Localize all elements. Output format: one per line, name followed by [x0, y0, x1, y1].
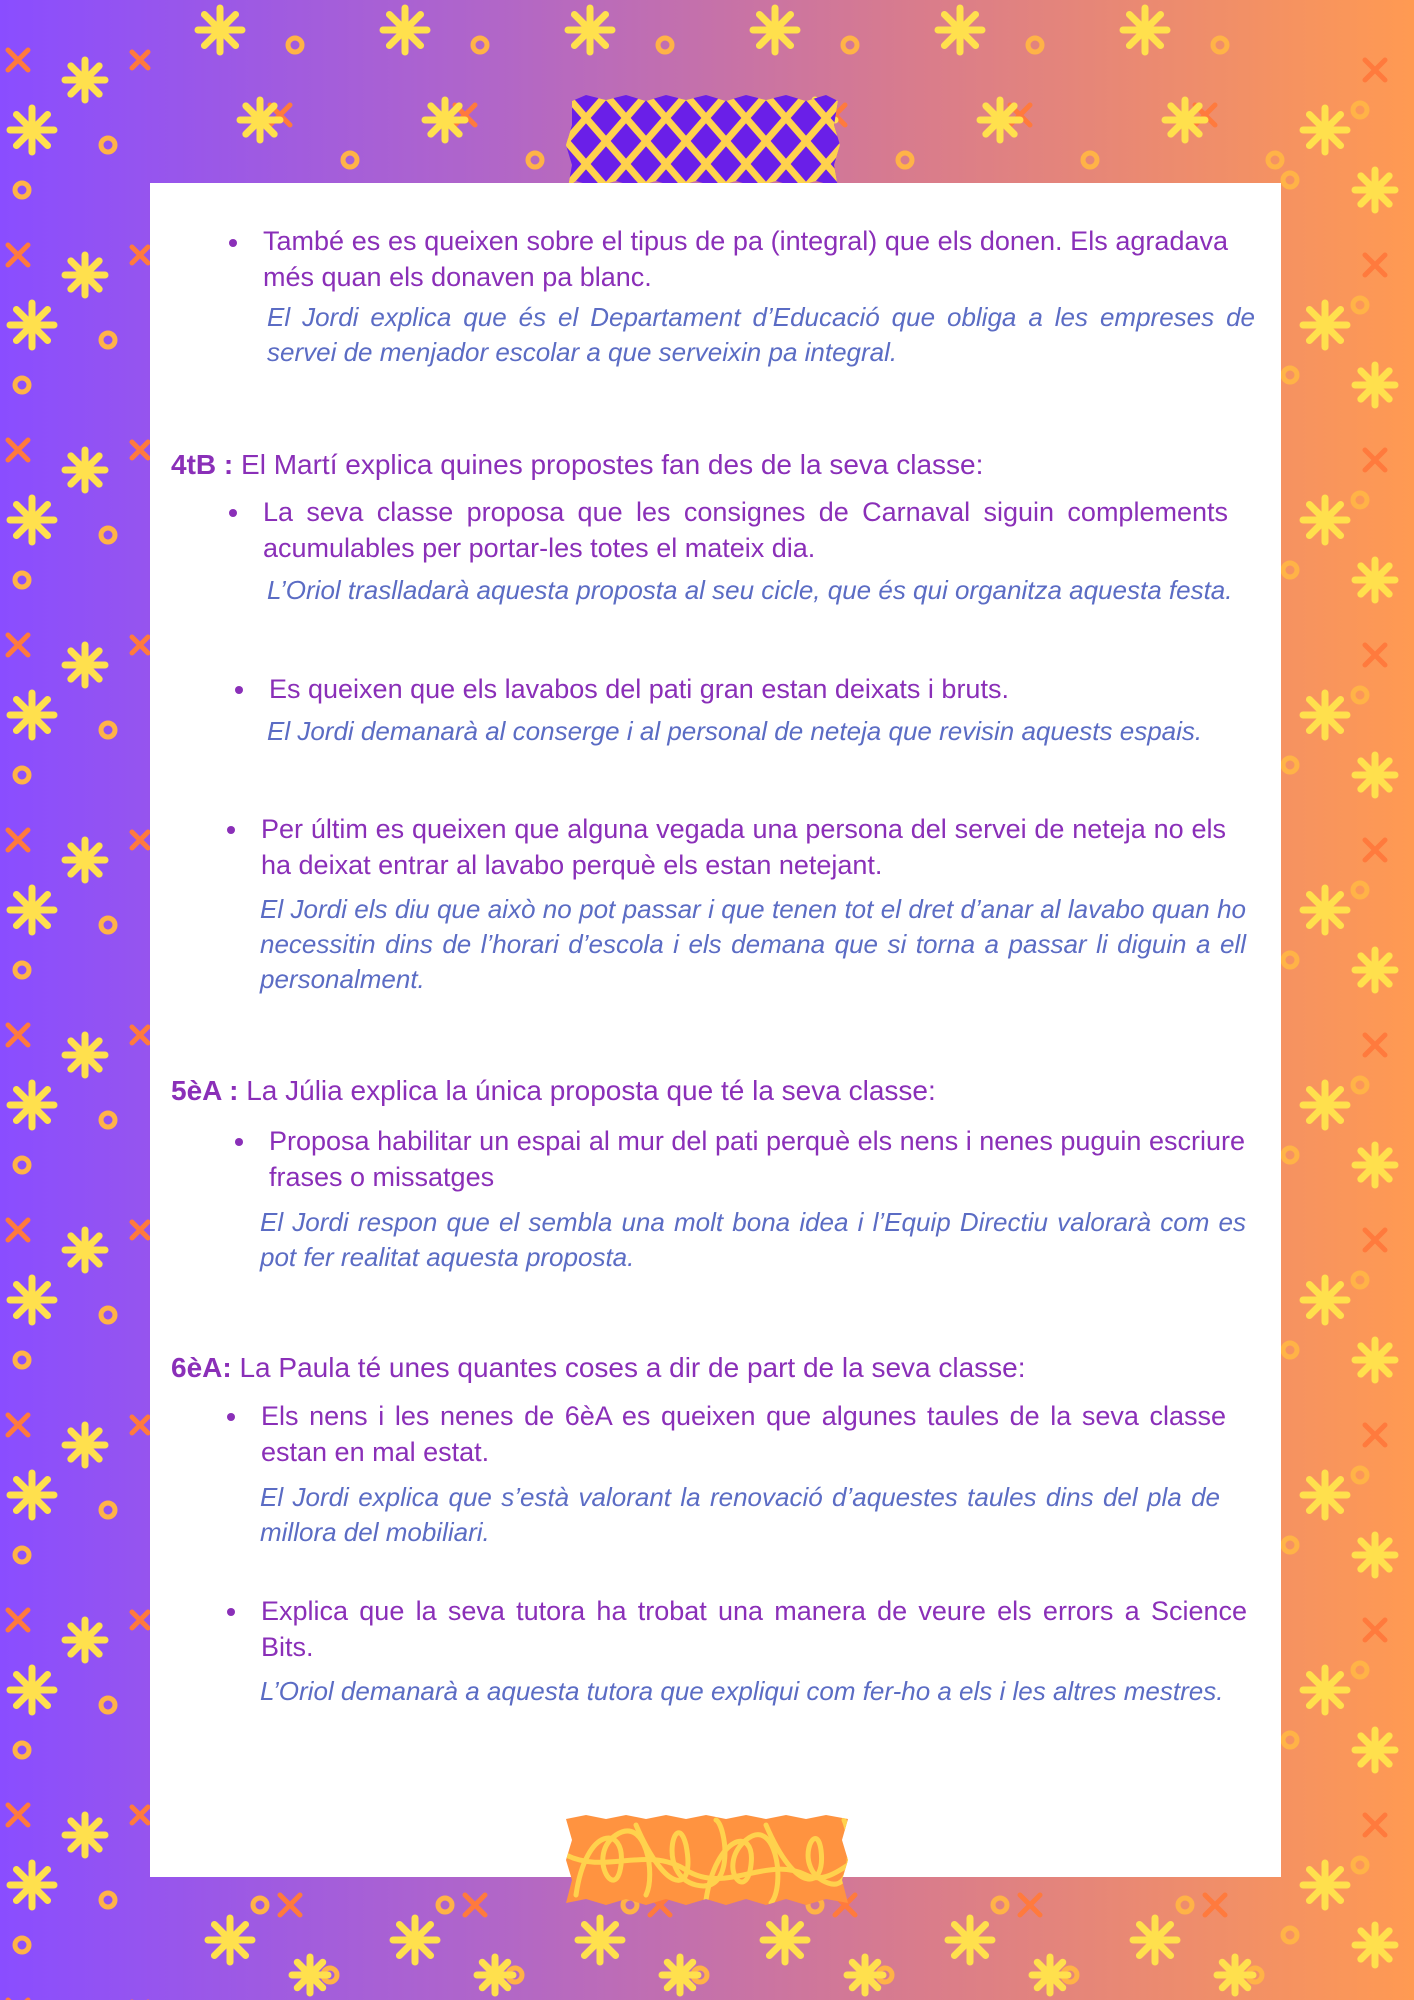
star-decoration — [1355, 755, 1395, 795]
star-decoration — [65, 1815, 105, 1855]
cross-decoration — [8, 1610, 28, 1630]
star-decoration — [1355, 1340, 1395, 1380]
star-decoration — [1123, 8, 1167, 52]
item-note: L’Oriol traslladarà aquesta proposta al seu cicle, que és qui organitza aquesta festa. — [267, 575, 1233, 605]
star-decoration — [763, 1918, 807, 1962]
class-label: 5èA : — [171, 1075, 239, 1106]
star-decoration — [1303, 108, 1347, 152]
dot-decoration — [1283, 368, 1297, 382]
item-text: Proposa habilitar un espai al mur del pati perquè els nens i nenes puguin escriure frases o missatges — [269, 1126, 1245, 1192]
star-decoration — [477, 1957, 513, 1993]
intro-item-note: El Jordi explica que és el Departament d’Educació que obliga a les empreses de servei de menjador escolar a que serveixin pa integral. — [267, 302, 1255, 367]
dot-decoration — [528, 153, 542, 167]
section-intro: La Paula té unes quantes coses a dir de part de la seva classe: — [239, 1352, 1026, 1383]
item-text: Per últim es queixen que alguna vegada una persona del servei de neteja no els ha deixat entrar al lavabo perquè els estan netejant. — [261, 814, 1226, 880]
star-decoration — [980, 100, 1020, 140]
dot-decoration — [288, 38, 302, 52]
dot-decoration — [1283, 1148, 1297, 1162]
star-decoration — [10, 1083, 54, 1127]
section-heading-5ea — [171, 1072, 936, 1110]
star-decoration — [1355, 365, 1395, 405]
section-heading-6ea — [171, 1349, 1026, 1387]
star-decoration — [65, 1230, 105, 1270]
star-decoration — [10, 693, 54, 737]
star-decoration — [10, 888, 54, 932]
item-note: El Jordi respon que el sembla una molt bona idea i l’Equip Directiu valorarà com es pot fer realitat aquesta proposta. — [260, 1207, 1246, 1272]
dot-decoration — [1283, 953, 1297, 967]
star-decoration — [10, 1668, 54, 1712]
dot-decoration — [1353, 1468, 1367, 1482]
dot-decoration — [1283, 563, 1297, 577]
dot-decoration — [1268, 153, 1282, 167]
star-decoration — [1303, 1863, 1347, 1907]
item-note: El Jordi els diu que això no pot passar i que tenen tot el dret d’anar al lavabo quan ho necessitin dins de l’horari d’escola i els demana que si torna a passar li diguin a ell personalment. — [260, 894, 1246, 994]
star-decoration — [1303, 693, 1347, 737]
star-decoration — [65, 1620, 105, 1660]
star-decoration — [1355, 1145, 1395, 1185]
section-intro: La Júlia explica la única proposta que té la seva classe: — [246, 1075, 936, 1106]
dot-decoration — [343, 153, 357, 167]
dot-decoration — [1083, 153, 1097, 167]
star-decoration — [65, 60, 105, 100]
cross-decoration — [8, 1415, 28, 1435]
cross-decoration — [132, 1417, 148, 1433]
bottom-washi-tape — [566, 1815, 848, 1905]
dot-decoration — [1283, 758, 1297, 772]
dot-decoration — [15, 573, 29, 587]
dot-decoration — [1178, 1898, 1192, 1912]
star-decoration — [1133, 1918, 1177, 1962]
cross-decoration — [1365, 1620, 1385, 1640]
star-decoration — [383, 8, 427, 52]
cross-decoration — [8, 1220, 28, 1240]
dot-decoration — [101, 1308, 115, 1322]
bullet-dot — [235, 686, 243, 694]
dot-decoration — [1353, 103, 1367, 117]
item-text: Explica que la seva tutora ha trobat una manera de veure els errors a Science Bits. — [261, 1596, 1247, 1662]
dot-decoration — [101, 1503, 115, 1517]
cross-decoration — [8, 440, 28, 460]
dot-decoration — [101, 1113, 115, 1127]
cross-decoration — [8, 1025, 28, 1045]
dot-decoration — [15, 1938, 29, 1952]
cross-decoration — [8, 245, 28, 265]
item-note: El Jordi demanarà al conserge i al personal de neteja que revisin aquests espais. — [267, 716, 1203, 746]
bullet-dot — [227, 826, 235, 834]
star-decoration — [65, 645, 105, 685]
star-decoration — [1217, 1957, 1253, 1993]
cross-decoration — [8, 635, 28, 655]
star-decoration — [10, 498, 54, 542]
star-decoration — [292, 1957, 328, 1993]
dot-decoration — [253, 1898, 267, 1912]
star-decoration — [938, 8, 982, 52]
bullet-dot — [235, 1138, 243, 1146]
minutes-content — [150, 183, 1281, 1877]
star-decoration — [1165, 100, 1205, 140]
star-decoration — [10, 108, 54, 152]
dot-decoration — [101, 528, 115, 542]
cross-decoration — [1365, 1230, 1385, 1250]
dot-decoration — [1353, 298, 1367, 312]
star-decoration — [10, 1278, 54, 1322]
star-decoration — [568, 8, 612, 52]
cross-decoration — [1365, 645, 1385, 665]
cross-decoration — [1365, 450, 1385, 470]
dot-decoration — [1353, 688, 1367, 702]
cross-decoration — [1020, 1895, 1040, 1915]
section-intro: El Martí explica quines propostes fan des de la seva classe: — [241, 449, 984, 480]
star-decoration — [240, 100, 280, 140]
star-decoration — [10, 1473, 54, 1517]
intro-item-text: També es es queixen sobre el tipus de pa (integral) que els donen. Els agradava més quan els donaven pa blanc. — [263, 226, 1228, 292]
dot-decoration — [1283, 1733, 1297, 1747]
dot-decoration — [101, 138, 115, 152]
dot-decoration — [101, 1893, 115, 1907]
star-decoration — [1032, 1957, 1068, 1993]
cross-decoration — [1365, 1425, 1385, 1445]
dot-decoration — [1283, 173, 1297, 187]
dot-decoration — [1028, 38, 1042, 52]
star-decoration — [10, 1863, 54, 1907]
cross-decoration — [132, 1222, 148, 1238]
cross-decoration — [132, 832, 148, 848]
item-note: L’Oriol demanarà a aquesta tutora que expliqui com fer-ho a els i les altres mestres. — [260, 1676, 1224, 1706]
bullet-dot — [229, 239, 237, 247]
star-decoration — [1303, 888, 1347, 932]
cross-decoration — [132, 1027, 148, 1043]
dot-decoration — [101, 918, 115, 932]
dot-decoration — [15, 378, 29, 392]
dot-decoration — [1353, 1273, 1367, 1287]
star-decoration — [1303, 1473, 1347, 1517]
star-decoration — [65, 1425, 105, 1465]
dot-decoration — [658, 38, 672, 52]
star-decoration — [948, 1918, 992, 1962]
bullet-dot — [227, 1413, 235, 1421]
cross-decoration — [1365, 840, 1385, 860]
star-decoration — [1303, 1668, 1347, 1712]
dot-decoration — [1213, 38, 1227, 52]
content-card — [150, 183, 1281, 1877]
star-decoration — [847, 1957, 883, 1993]
star-decoration — [65, 450, 105, 490]
cross-decoration — [132, 1807, 148, 1823]
dot-decoration — [15, 768, 29, 782]
dot-decoration — [1353, 1078, 1367, 1092]
star-decoration — [1355, 950, 1395, 990]
item-text: Els nens i les nenes de 6èA es queixen que algunes taules de la seva classe estan en mal estat. — [261, 1401, 1226, 1467]
cross-decoration — [132, 247, 148, 263]
cross-decoration — [132, 52, 148, 68]
star-decoration — [1355, 1925, 1395, 1965]
cross-decoration — [132, 637, 148, 653]
star-decoration — [1355, 170, 1395, 210]
item-text: Es queixen que els lavabos del pati gran estan deixats i bruts. — [269, 674, 1009, 704]
cross-decoration — [132, 442, 148, 458]
top-washi-tape — [566, 95, 840, 187]
star-decoration — [1303, 498, 1347, 542]
dot-decoration — [473, 38, 487, 52]
dot-decoration — [15, 183, 29, 197]
star-decoration — [425, 100, 465, 140]
cross-decoration — [8, 830, 28, 850]
dot-decoration — [15, 1743, 29, 1757]
cross-decoration — [465, 1895, 485, 1915]
star-decoration — [65, 255, 105, 295]
dot-decoration — [15, 1353, 29, 1367]
dot-decoration — [1283, 1928, 1297, 1942]
star-decoration — [65, 1035, 105, 1075]
class-label: 4tB : — [171, 449, 234, 480]
dot-decoration — [15, 1548, 29, 1562]
cross-decoration — [1205, 1895, 1225, 1915]
item-note: El Jordi explica que s’està valorant la renovació d’aquestes taules dins del pla de millora del mobiliari. — [260, 1482, 1220, 1547]
star-decoration — [208, 1918, 252, 1962]
cross-decoration — [8, 50, 28, 70]
dot-decoration — [15, 963, 29, 977]
dot-decoration — [438, 1898, 452, 1912]
dot-decoration — [1353, 883, 1367, 897]
cross-decoration — [8, 1805, 28, 1825]
star-decoration — [1303, 303, 1347, 347]
star-decoration — [1303, 1083, 1347, 1127]
dot-decoration — [101, 1698, 115, 1712]
dot-decoration — [993, 1898, 1007, 1912]
star-decoration — [10, 303, 54, 347]
bullet-dot — [227, 1608, 235, 1616]
dot-decoration — [843, 38, 857, 52]
star-decoration — [393, 1918, 437, 1962]
section-heading-4tb — [171, 446, 983, 484]
star-decoration — [198, 8, 242, 52]
dot-decoration — [101, 333, 115, 347]
bullet-dot — [229, 509, 237, 517]
item-text: La seva classe proposa que les consignes de Carnaval siguin complements acumulables per portar-les totes el mateix dia. — [263, 497, 1228, 563]
cross-decoration — [1365, 60, 1385, 80]
cross-decoration — [132, 1612, 148, 1628]
dot-decoration — [15, 1158, 29, 1172]
cross-decoration — [1365, 1035, 1385, 1055]
cross-decoration — [1365, 1815, 1385, 1835]
star-decoration — [1355, 1730, 1395, 1770]
dot-decoration — [1283, 1343, 1297, 1357]
dot-decoration — [1353, 493, 1367, 507]
star-decoration — [753, 8, 797, 52]
star-decoration — [1355, 1535, 1395, 1575]
cross-decoration — [280, 1895, 300, 1915]
dot-decoration — [898, 153, 912, 167]
star-decoration — [1355, 560, 1395, 600]
star-decoration — [1303, 1278, 1347, 1322]
dot-decoration — [101, 723, 115, 737]
star-decoration — [662, 1957, 698, 1993]
cross-decoration — [1365, 255, 1385, 275]
dot-decoration — [1353, 1663, 1367, 1677]
class-label: 6èA: — [171, 1352, 232, 1383]
dot-decoration — [1353, 1858, 1367, 1872]
dot-decoration — [1283, 1538, 1297, 1552]
star-decoration — [65, 840, 105, 880]
star-decoration — [578, 1918, 622, 1962]
